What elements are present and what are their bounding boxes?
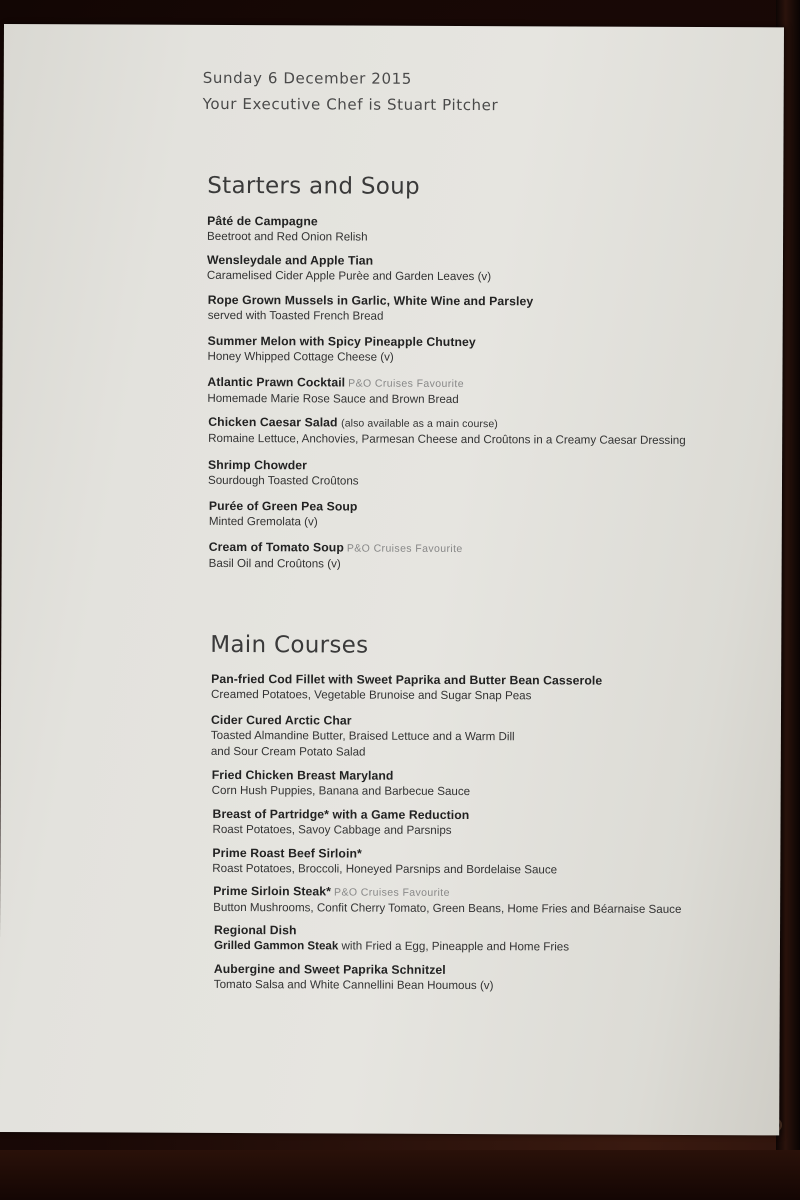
dish-name: Cider Cured Arctic Char (210, 712, 352, 728)
main-item (212, 807, 469, 839)
dish-description-highlight: Grilled Gammon Steak (213, 938, 339, 953)
dish-name: Pan-fried Cod Fillet with Sweet Paprika and Butter Bean Casserole (211, 671, 603, 688)
main-item (211, 713, 515, 761)
starter-item (207, 375, 464, 408)
starter-item (208, 334, 476, 366)
dish-name: Purée of Green Pea Soup (208, 498, 358, 514)
starter-item (208, 458, 359, 490)
dish-name: Wensleydale and Apple Tian (206, 252, 374, 268)
dish-description: Toasted Almandine Butter, Braised Lettuce and a Warm Dill (210, 728, 515, 744)
favourite-badge: P&O Cruises Favourite (348, 377, 464, 391)
executive-chef: Your Executive Chef is Stuart Pitcher (202, 94, 499, 115)
main-item (214, 923, 569, 956)
dish-description: Roast Potatoes, Broccoli, Honeyed Parsnips and Bordelaise Sauce (212, 861, 558, 877)
dish-name: Rope Grown Mussels in Garlic, White Wine and Parsley (207, 292, 534, 309)
starter-item (207, 253, 491, 285)
section-title-starters: Starters and Soup (207, 172, 420, 200)
dish-name: Summer Melon with Spicy Pineapple Chutney (207, 333, 476, 350)
favourite-badge: P&O Cruises Favourite (346, 542, 463, 556)
main-item (211, 672, 602, 705)
dish-name: Regional Dish (214, 922, 297, 938)
main-item (213, 884, 681, 918)
dish-description: Button Mushrooms, Confit Cherry Tomato, Green Beans, Home Fries and Béarnaise Sauce (213, 900, 682, 916)
dish-description: Honey Whipped Cottage Cheese (v) (207, 349, 394, 364)
starter-item (208, 293, 534, 325)
starter-item (209, 540, 463, 573)
dish-description: served with Toasted French Bread (207, 308, 384, 323)
dish-name: Breast of Partridge* with a Game Reduction (212, 806, 470, 823)
main-item (212, 768, 471, 800)
dish-name: Cream of Tomato Soup (208, 539, 344, 555)
dish-name: Shrimp Chowder (208, 457, 308, 473)
starter-item (207, 214, 368, 246)
dish-name: Atlantic Prawn Cocktail (207, 374, 346, 390)
main-item (214, 962, 494, 994)
dish-name: Aubergine and Sweet Paprika Schnitzel (213, 961, 446, 977)
dish-description: Minted Gremolata (v) (208, 514, 318, 529)
dish-description: Roast Potatoes, Savoy Cabbage and Parsnips (212, 822, 452, 837)
dish-description: with Fried a Egg, Pineapple and Home Fries (338, 939, 570, 954)
dish-name: Pâté de Campagne (207, 213, 318, 229)
dish-description: Sourdough Toasted Croûtons (207, 473, 359, 488)
favourite-badge: P&O Cruises Favourite (334, 886, 450, 899)
dish-name-row (209, 540, 463, 557)
menu-page (0, 24, 784, 1135)
starter-item (209, 499, 358, 531)
dish-description: Beetroot and Red Onion Relish (207, 229, 368, 244)
dish-description: Corn Hush Puppies, Banana and Barbecue Sauce (211, 783, 471, 799)
dish-name-row (207, 375, 464, 392)
dish-name: Fried Chicken Breast Maryland (211, 767, 394, 783)
dish-description: Tomato Salsa and White Cannellini Bean Houmous (v) (213, 977, 494, 993)
dish-description: Creamed Potatoes, Vegetable Brunoise and Sugar Snap Peas (211, 687, 532, 703)
dish-name: Prime Roast Beef Sirloin* (212, 845, 362, 861)
dish-description: Romaine Lettuce, Anchovies, Parmesan Cheese and Croûtons in a Creamy Caesar Dressing (208, 431, 686, 447)
main-item (212, 846, 557, 879)
menu-date: Sunday 6 December 2015 (202, 68, 412, 88)
dish-name: Chicken Caesar Salad (208, 414, 338, 430)
starter-item (208, 415, 686, 449)
dish-description-continued: and Sour Cream Potato Salad (210, 744, 366, 759)
dish-description: Basil Oil and Croûtons (v) (208, 556, 341, 571)
dish-name: Prime Sirloin Steak* (213, 883, 332, 899)
dish-description: Homemade Marie Rose Sauce and Brown Bread (207, 391, 459, 406)
menu-cover-edge (0, 1150, 800, 1200)
dish-description-row (214, 938, 569, 956)
dish-description: Caramelised Cider Apple Purèe and Garden Leaves (v) (206, 268, 492, 284)
dish-note: (also available as a main course) (341, 417, 498, 431)
section-title-mains: Main Courses (210, 631, 369, 659)
